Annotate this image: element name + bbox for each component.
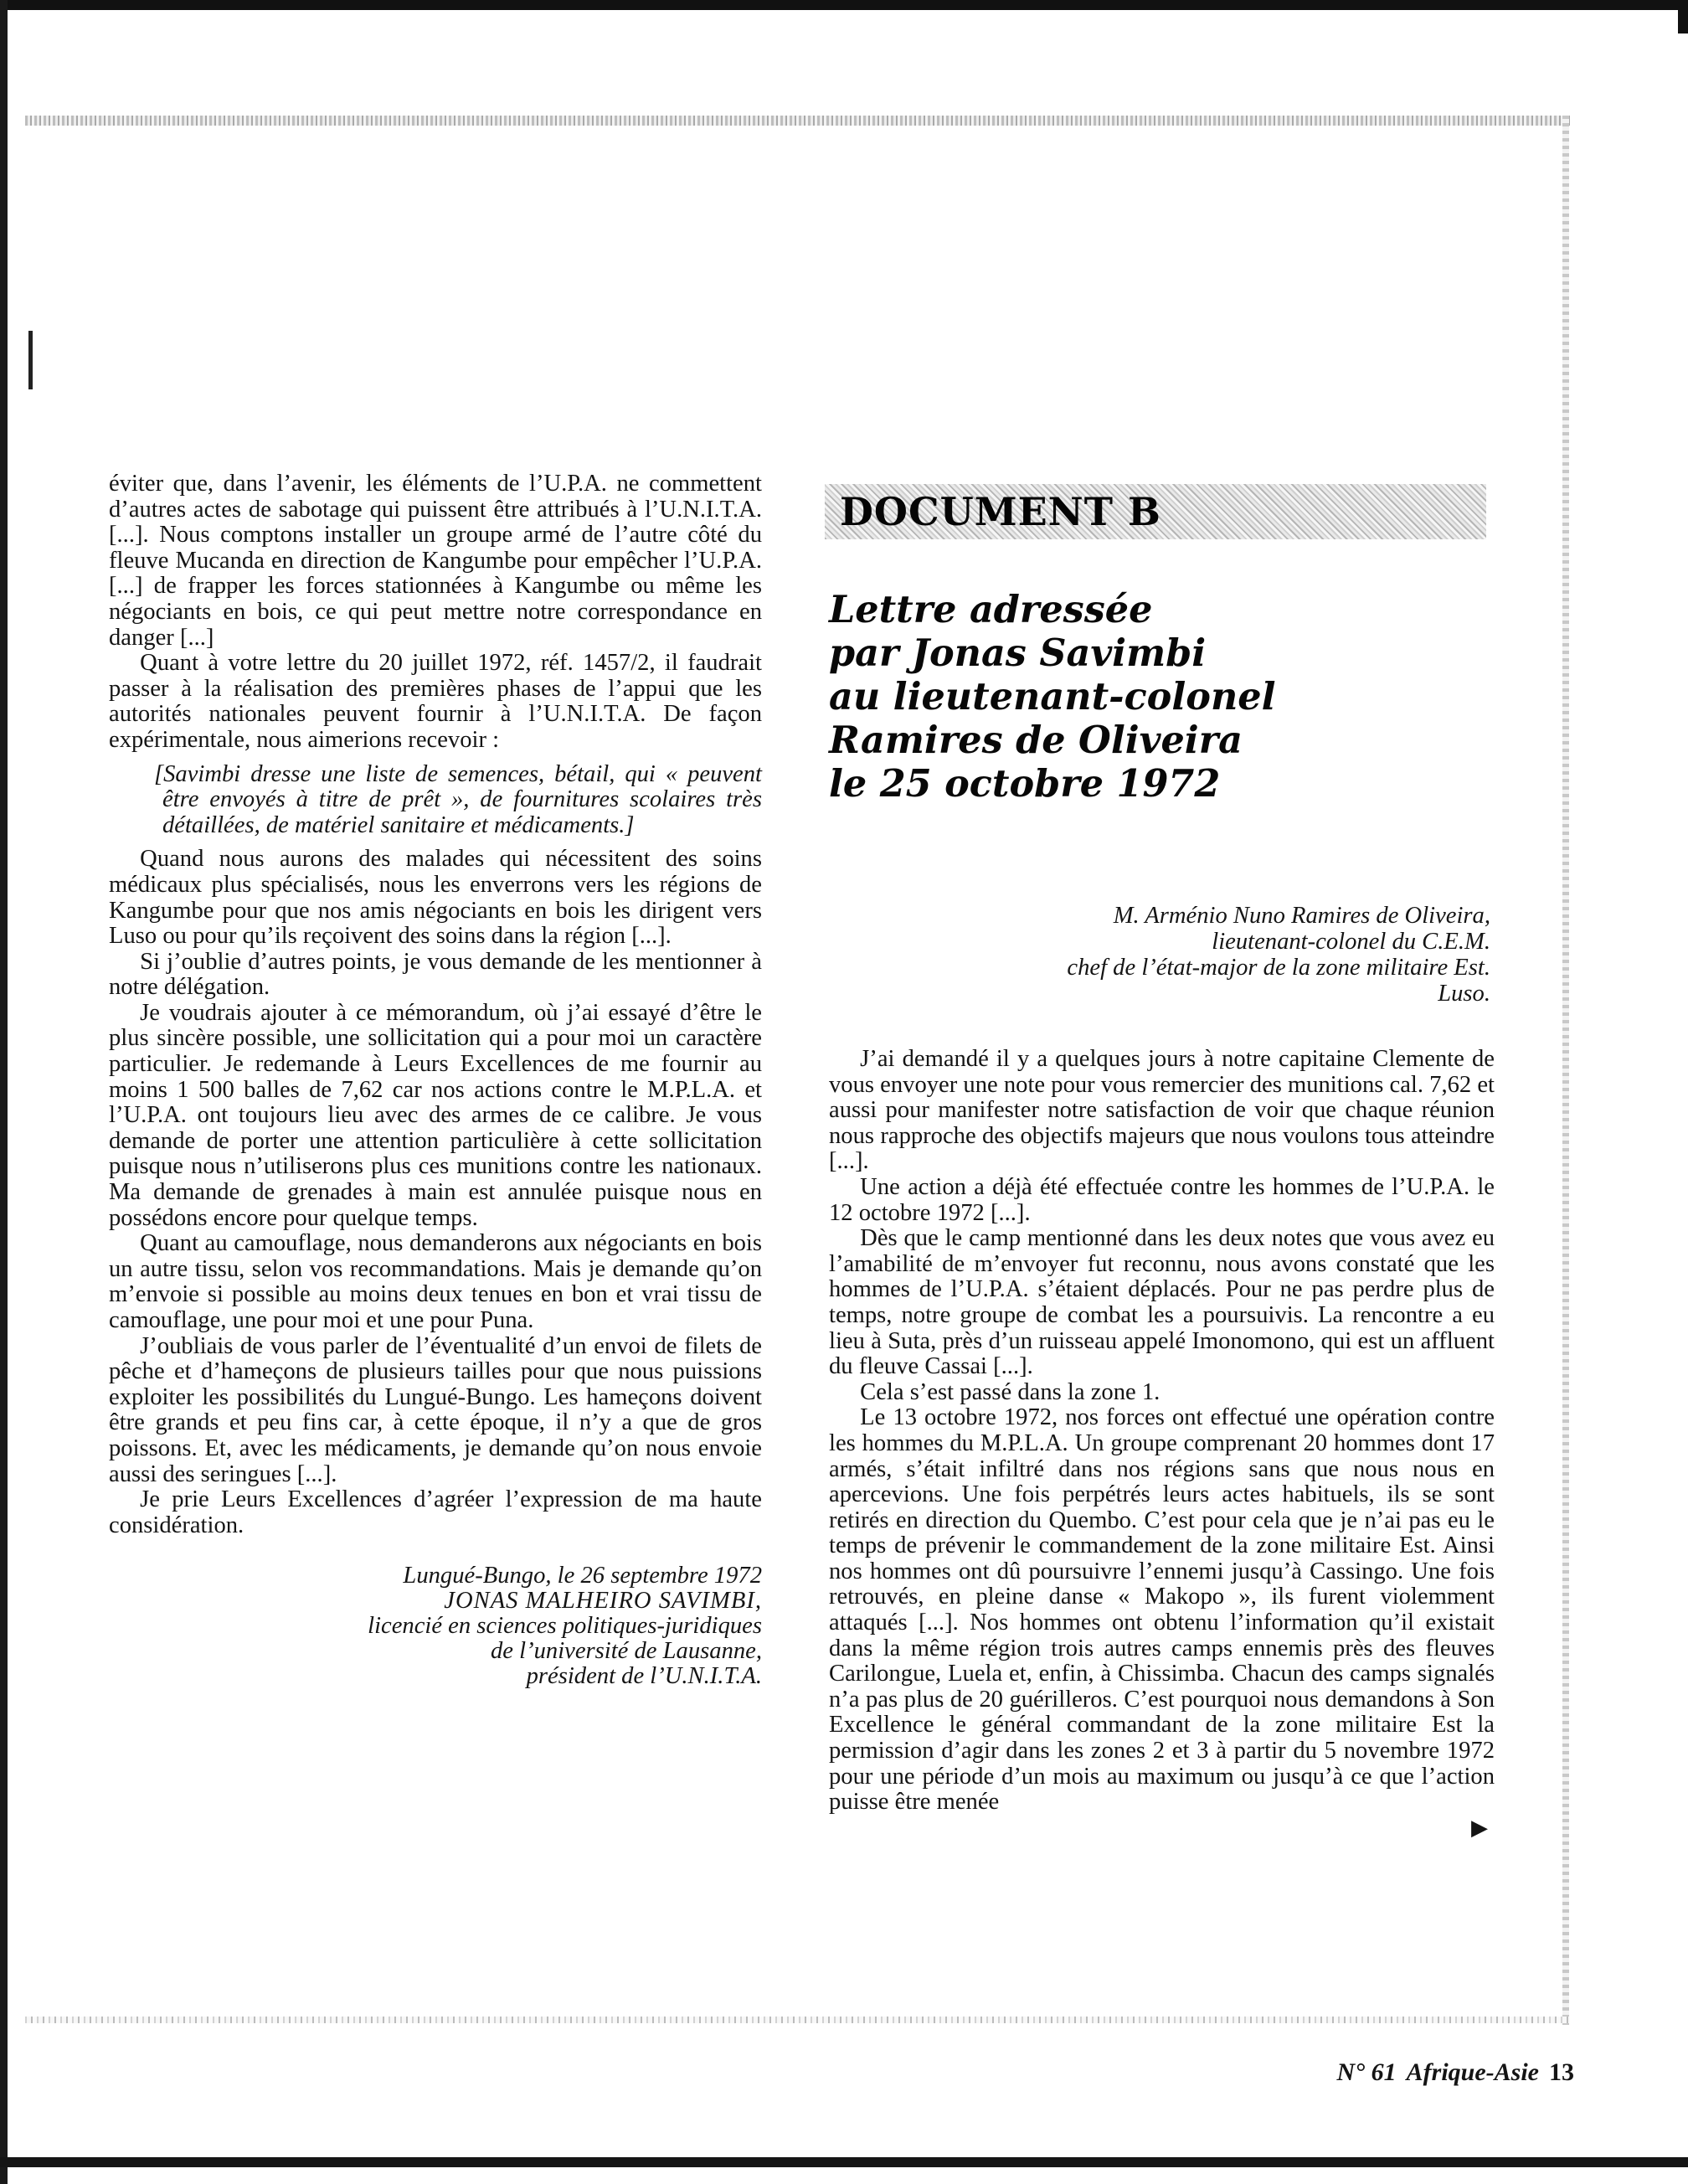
signature-line: de l’université de Lausanne, <box>491 1638 762 1665</box>
bottom-halftone-rule <box>25 2017 1570 2023</box>
document-label-banner <box>825 484 1486 539</box>
scan-edge-right <box>1678 0 1688 33</box>
signature-line: licencié en sciences politiques-juridiques <box>368 1613 762 1640</box>
scan-edge-left <box>0 0 8 2184</box>
right-paragraph: Une action a déjà été effectuée contre les hommes de l’U.P.A. le 12 octobre 1972 [...]. <box>829 1173 1495 1226</box>
left-paragraph: Quant au camouflage, nous demanderons aux négociants en bois un autre tissu, selon vos recommandations. Mais je demande qu’on m’envoie si possible au moins deux tenues en bon et vrai tissu de camouflage, une pour moi et une pour Puna. <box>109 1230 762 1333</box>
left-paragraph: Si j’oublie d’autres points, je vous demande de les mentionner à notre délégation. <box>109 948 762 1001</box>
issue-number: N° 61 <box>1336 2058 1397 2086</box>
document-label: DOCUMENT B <box>840 489 1161 534</box>
page-footer <box>1289 2058 1574 2087</box>
left-paragraph: Je prie Leurs Excellences d’agréer l’expression de ma haute considération. <box>109 1486 762 1538</box>
recipient-address <box>829 903 1490 1007</box>
journal-name: Afrique-Asie <box>1406 2058 1539 2086</box>
left-paragraph: Quand nous aurons des malades qui nécessitent des soins médicaux plus spécialisés, nous les enverrons vers les régions de Kangumbe pour que nos amis négociants en bois les dirigent vers Luso ou pour qu’ils reçoivent des soins dans la région [...]. <box>109 846 762 950</box>
signature-block <box>109 1563 762 1689</box>
title-line: Lettre adressée <box>829 588 1153 631</box>
continue-arrow-icon: ▶ <box>1471 1815 1488 1840</box>
address-line: chef de l’état-major de la zone militaire Est. <box>1067 955 1490 981</box>
right-paragraph: Dès que le camp mentionné dans les deux notes que vous avez eu l’amabilité de m’envoyer fut reconnu, nous avons constaté que les hommes de l’U.P.A. s’étaient déplacés. Pour ne pas perdre plus de temps, notre groupe de combat les a poursuivis. La rencontre a eu lieu à Suta, près d’un ruisseau appelé Imonomono, qui est un affluent du fleuve Cassai [...]. <box>829 1225 1495 1380</box>
left-paragraph: éviter que, dans l’avenir, les éléments de l’U.P.A. ne commettent d’autres actes de sabotage qui puissent être attribués à l’U.N.I.T.A. [...]. Nous comptons installer un groupe armé de l’autre côté du fleuve Mucanda en direction de Kangumbe pour empêcher l’U.P.A. [...] de frapper les forces stationnées à Kangumbe ou même les négociants en bois, ce qui peut mettre notre correspondance en danger [...] <box>109 471 762 651</box>
left-paragraph: J’oubliais de vous parler de l’éventualité d’un envoi de filets de pêche et d’hameçons de plusieurs tailles pour que nous puissions exploiter les possibilités du Lungué-Bungo. Les hameçons doivent être grands et peu fins car, à cette époque, il n’y a que de gros poissons. Et, avec les médicaments, je demande qu’on nous envoie aussi des seringues [...]. <box>109 1332 762 1487</box>
page-number: 13 <box>1549 2058 1574 2086</box>
address-line: lieutenant-colonel du C.E.M. <box>1212 929 1490 955</box>
signature-name: JONAS MALHEIRO SAVIMBI, <box>444 1588 762 1615</box>
scan-edge-mark <box>28 331 33 389</box>
top-halftone-rule <box>25 116 1570 126</box>
right-paragraph: Cela s’est passé dans la zone 1. <box>860 1378 1160 1405</box>
right-halftone-rule <box>1562 116 1569 2025</box>
right-paragraph: Le 13 octobre 1972, nos forces ont effectué une opération contre les hommes du M.P.L.A. Un groupe comprenant 20 hommes dont 17 armés, s’était infiltré dans nos régions sans que nous nous en apercevions. Une fois perpétrés leurs actes habituels, ils se sont retirés en direction du Quembo. C’est pour cela que je n’ai pas eu le temps de prévenir le commandement de la zone militaire Est. Ainsi nos hommes ont dû poursuivre l’ennemi jusqu’à Cassingo. Une fois retrouvés, en pleine danse « Makopo », ils furent violemment attaqués [...]. Nos hommes ont obtenu l’information qu’il existait dans la même région trois autres camps ennemis près des fleuves Carilongue, Luela et, enfin, à Chissimba. Chacun des camps signalés n’a pas plus de 20 guérilleros. C’est pourquoi nous demandons à Son Excellence le général commandant de la zone militaire Est la permission d’agir dans les zones 2 et 3 à partir du 5 novembre 1972 pour une période d’un mois au maximum ou jusqu’à ce que l’action puisse être menée <box>829 1404 1495 1816</box>
editorial-note: [Savimbi dresse une liste de semences, bétail, qui « peuvent être envoyés à titre de prêt », de fournitures scolaires très détaillées, de matériel sanitaire et médicaments.] <box>154 760 762 838</box>
scan-edge-top <box>0 0 1688 10</box>
scan-edge-bottom <box>0 2157 1688 2167</box>
title-line: au lieutenant-colonel <box>829 675 1276 719</box>
signature-place-date: Lungué-Bungo, le 26 septembre 1972 <box>403 1563 762 1589</box>
right-paragraph: J’ai demandé il y a quelques jours à notre capitaine Clemente de vous envoyer une note pour vous remercier des munitions cal. 7,62 et aussi pour manifester notre satisfaction de voir que chaque réunion nous rapproche des objectifs majeurs que nous voulons tous atteindre [...]. <box>829 1046 1495 1175</box>
title-line: Ramires de Oliveira <box>829 719 1243 762</box>
title-line: par Jonas Savimbi <box>829 631 1207 675</box>
left-column <box>109 471 762 1689</box>
article-title <box>829 588 1499 806</box>
address-line: M. Arménio Nuno Ramires de Oliveira, <box>1113 903 1490 929</box>
signature-line: président de l’U.N.I.T.A. <box>526 1663 762 1690</box>
right-column <box>829 1047 1495 1841</box>
address-line: Luso. <box>1438 981 1490 1007</box>
title-line: le 25 octobre 1972 <box>829 762 1221 806</box>
left-paragraph: Je voudrais ajouter à ce mémorandum, où j’ai essayé d’être le plus sincère possible, une sollicitation qui a pour moi un caractère particulier. Je redemande à Leurs Excellences de me fournir au moins 1 500 balles de 7,62 car nos actions contre le M.P.L.A. et l’U.P.A. ont toujours lieu avec des armes de ce calibre. Je vous demande de porter une attention particulière à cette sollicitation puisque nous n’utiliserons plus ces munitions contre les nationaux. Ma demande de grenades à main est annulée puisque nous en possédons encore pour quelque temps. <box>109 999 762 1231</box>
left-paragraph: Quant à votre lettre du 20 juillet 1972, réf. 1457/2, il faudrait passer à la réalisation des premières phases de l’appui que les autorités nationales peuvent fournir à l’U.N.I.T.A. De façon expérimentale, nous aimerions recevoir : <box>109 650 762 753</box>
